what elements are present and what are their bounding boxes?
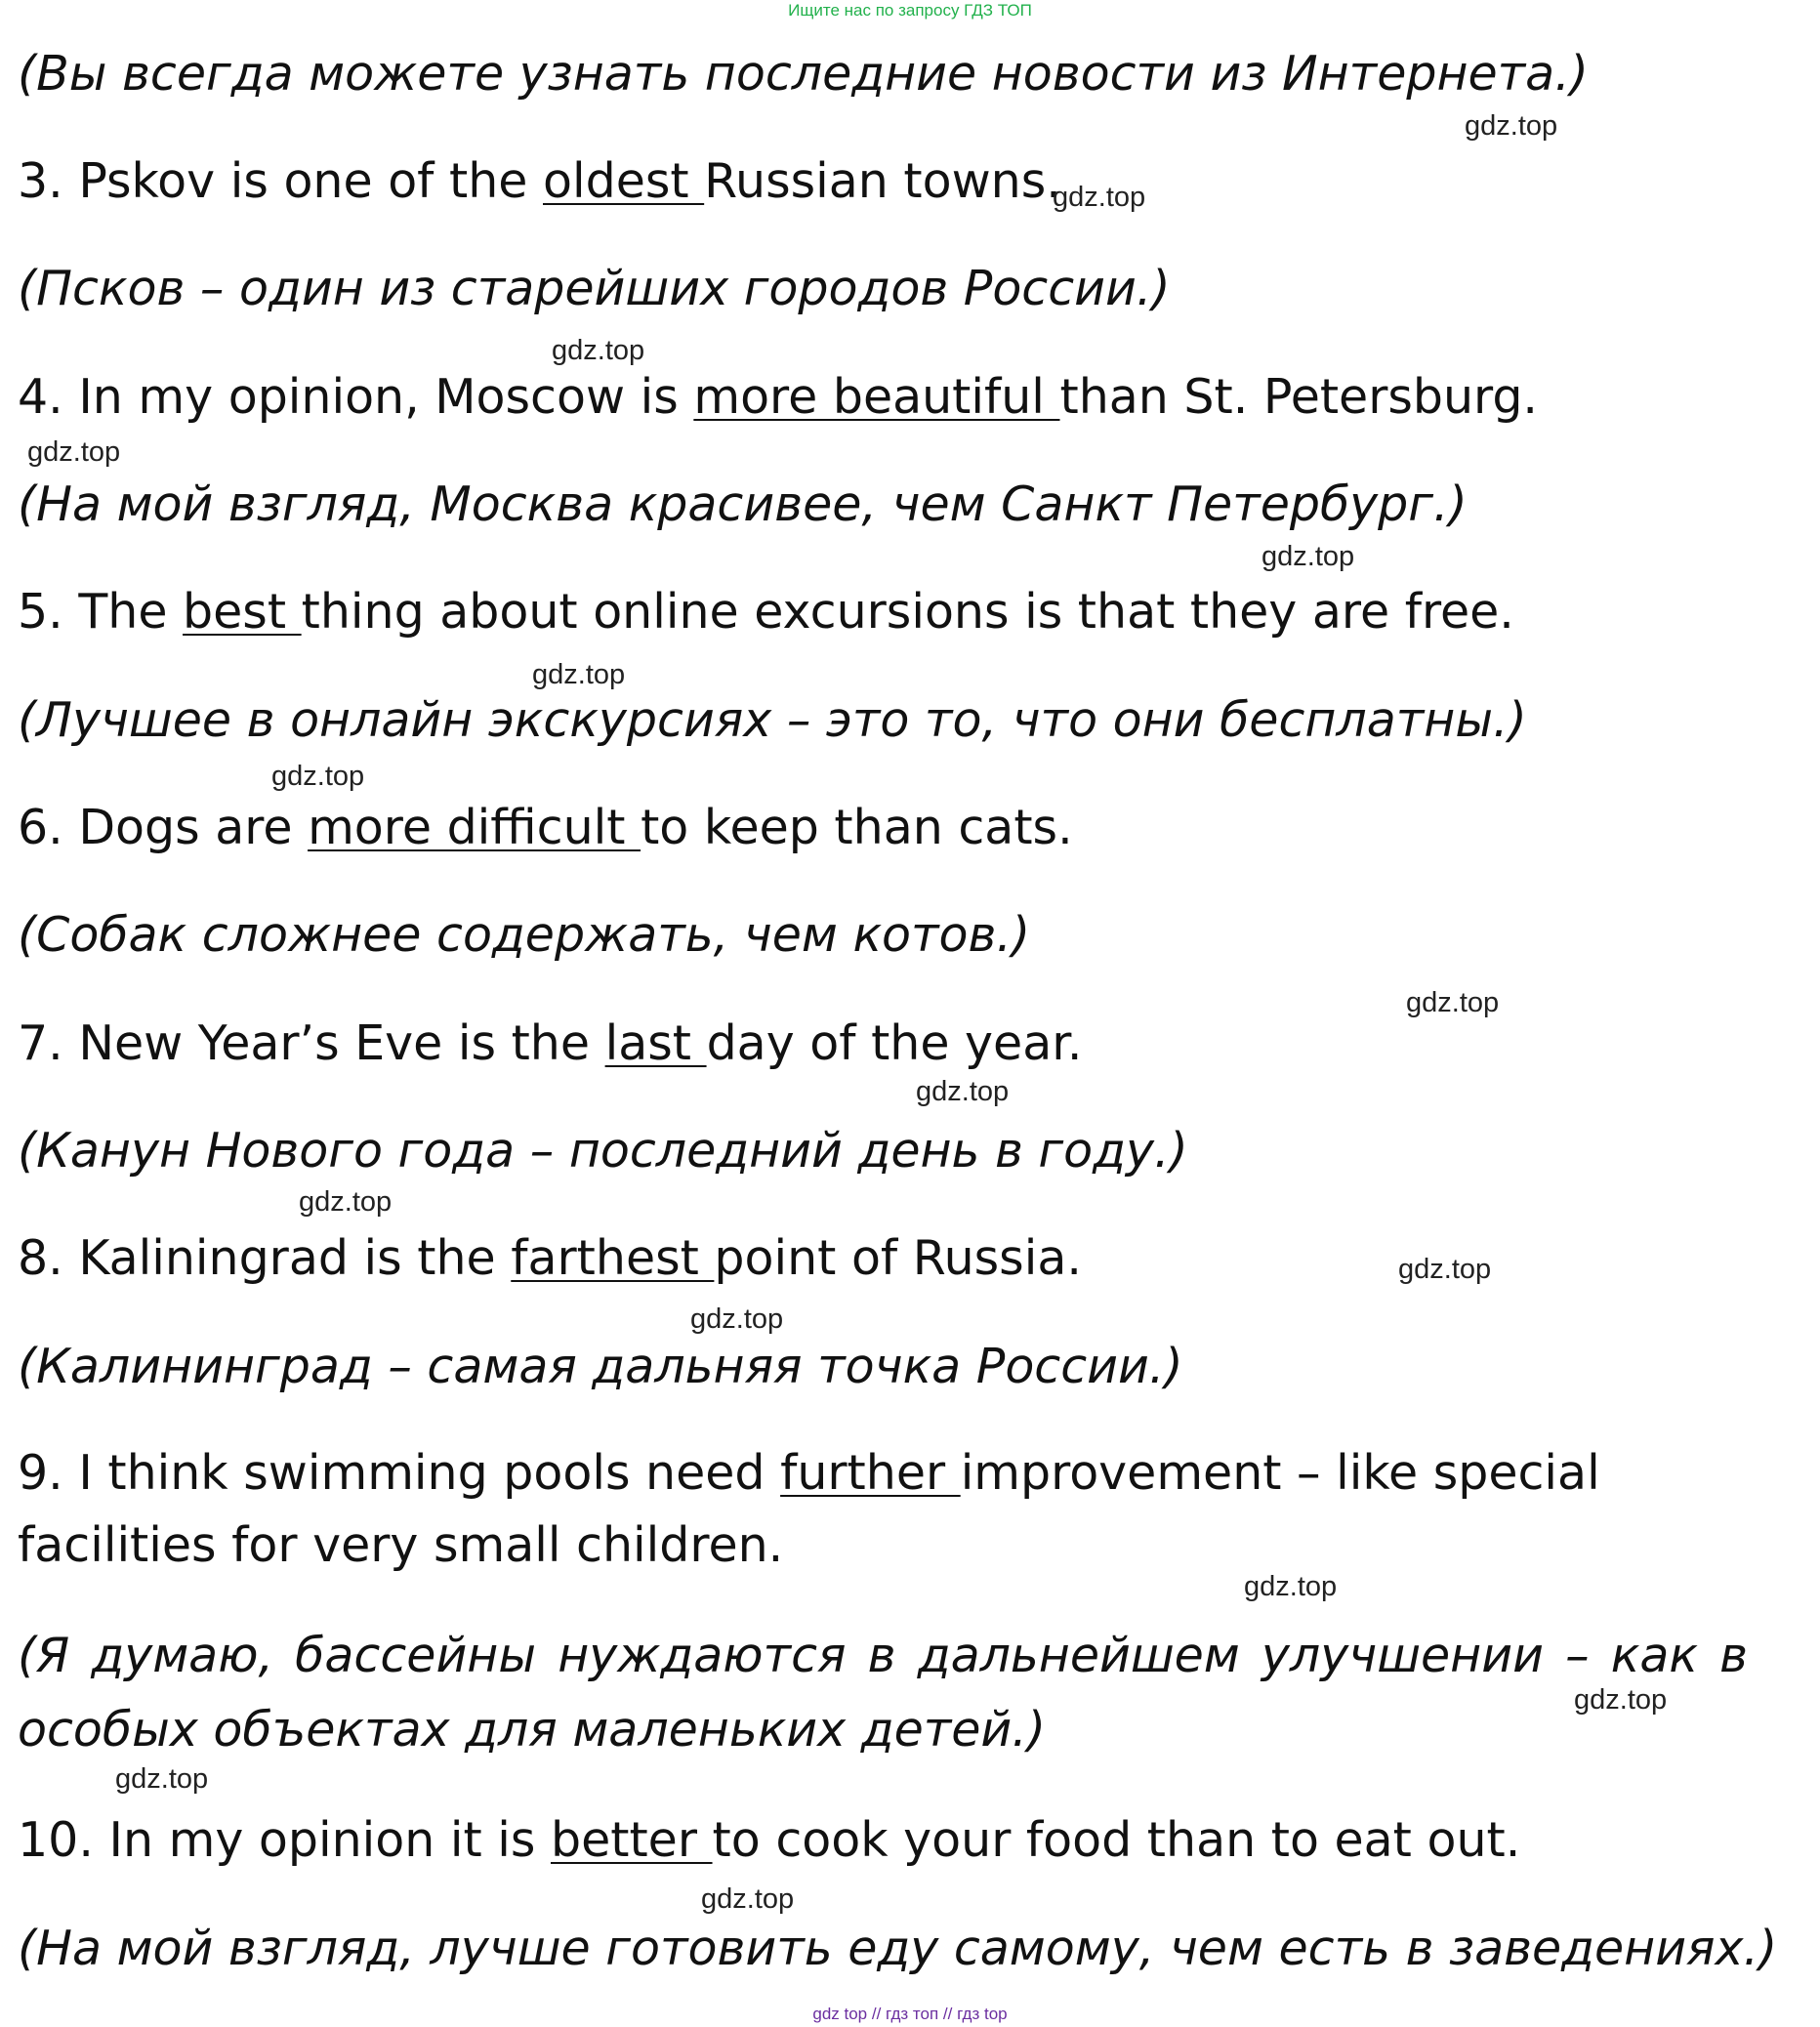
sentence-3 — [18, 152, 1061, 211]
answer-oldest: oldest — [543, 153, 705, 209]
sentence-4-end: than St. Petersburg. — [1059, 369, 1538, 425]
sentence-10 — [18, 1811, 1520, 1870]
answer-further: further — [780, 1445, 961, 1501]
sentence-4-start: 4. In my opinion, Moscow is — [18, 369, 694, 425]
watermark: gdz.top — [115, 1763, 209, 1795]
watermark: gdz.top — [1406, 987, 1500, 1018]
footer-separator: // — [871, 2005, 882, 2023]
watermark: gdz.top — [1053, 182, 1146, 213]
answer-best: best — [183, 584, 302, 640]
answer-better: better — [551, 1812, 713, 1868]
translation-line-7: (Канун Нового года – последний день в году.) — [18, 1123, 1188, 1179]
sentence-3-start: 3. Pskov is one of the — [18, 153, 543, 209]
sentence-10-end: to cook your food than to eat out. — [712, 1812, 1521, 1868]
sentence-9-end: improvement – like special facilities for very small children. — [18, 1445, 1600, 1573]
answer-farthest: farthest — [511, 1230, 715, 1286]
sentence-6-end: to keep than cats. — [641, 800, 1073, 855]
footer-separator: // — [942, 2005, 953, 2023]
watermark: gdz.top — [701, 1883, 795, 1915]
sentence-8-start: 8. Kaliningrad is the — [18, 1230, 512, 1286]
footer-part-2: гдз топ — [886, 2005, 939, 2023]
answer-more-beautiful: more beautiful — [693, 369, 1060, 425]
sentence-7 — [18, 1014, 1082, 1073]
sentence-10-start: 10. In my opinion it is — [18, 1812, 551, 1868]
sentence-8 — [18, 1229, 1082, 1288]
watermark: gdz.top — [552, 335, 645, 366]
footer-watermark — [0, 2004, 1820, 2025]
sentence-5 — [18, 583, 1514, 641]
translation-line-3: (Псков – один из старейших городов России.) — [18, 261, 1171, 316]
sentence-7-end: day of the year. — [706, 1015, 1083, 1071]
sentence-6 — [18, 799, 1073, 857]
watermark: gdz.top — [916, 1076, 1010, 1107]
watermark: gdz.top — [690, 1303, 784, 1335]
sentence-5-end: thing about online excursions is that they are free. — [301, 584, 1514, 640]
translation-line-4: (На мой взгляд, Москва красивее, чем Санкт Петербург.) — [18, 476, 1468, 532]
watermark: gdz.top — [1574, 1684, 1668, 1716]
translation-line-2: (Вы всегда можете узнать последние новости из Интернета.) — [18, 46, 1589, 102]
translation-line-5: (Лучшее в онлайн экскурсиях – это то, что они бесплатны.) — [18, 692, 1527, 748]
sentence-9 — [18, 1437, 1748, 1582]
sentence-8-end: point of Russia. — [714, 1230, 1082, 1286]
sentence-6-start: 6. Dogs are — [18, 800, 309, 855]
watermark: gdz.top — [1244, 1571, 1338, 1602]
translation-line-8: (Калининград – самая дальняя точка России.) — [18, 1339, 1183, 1394]
footer-part-1: gdz top — [812, 2005, 868, 2023]
watermark: gdz.top — [27, 436, 121, 468]
translation-line-9: (Я думаю, бассейны нуждаются в дальнейшем улучшении – как в особых объектах для маленьких детей.) — [18, 1628, 1748, 1758]
header-note: Ищите нас по запросу ГДЗ ТОП — [788, 1, 1032, 20]
watermark: gdz.top — [271, 761, 365, 792]
translation-line-10: (На мой взгляд, лучше готовить еду самому, чем есть в заведениях.) — [18, 1921, 1778, 1976]
watermark: gdz.top — [532, 659, 626, 690]
footer-part-3: гдз top — [957, 2005, 1008, 2023]
sentence-4 — [18, 368, 1538, 427]
sentence-9-start: 9. I think swimming pools need — [18, 1445, 781, 1501]
watermark: gdz.top — [1398, 1254, 1492, 1285]
translation-line-6: (Собак сложнее содержать, чем котов.) — [18, 907, 1031, 963]
sentence-3-end: Russian towns. — [704, 153, 1061, 209]
answer-last: last — [604, 1015, 707, 1071]
watermark: gdz.top — [299, 1186, 393, 1218]
watermark: gdz.top — [1262, 541, 1355, 572]
answer-more-difficult: more difficult — [308, 800, 641, 855]
watermark: gdz.top — [1465, 110, 1558, 142]
sentence-7-start: 7. New Year’s Eve is the — [18, 1015, 605, 1071]
sentence-5-start: 5. The — [18, 584, 184, 640]
